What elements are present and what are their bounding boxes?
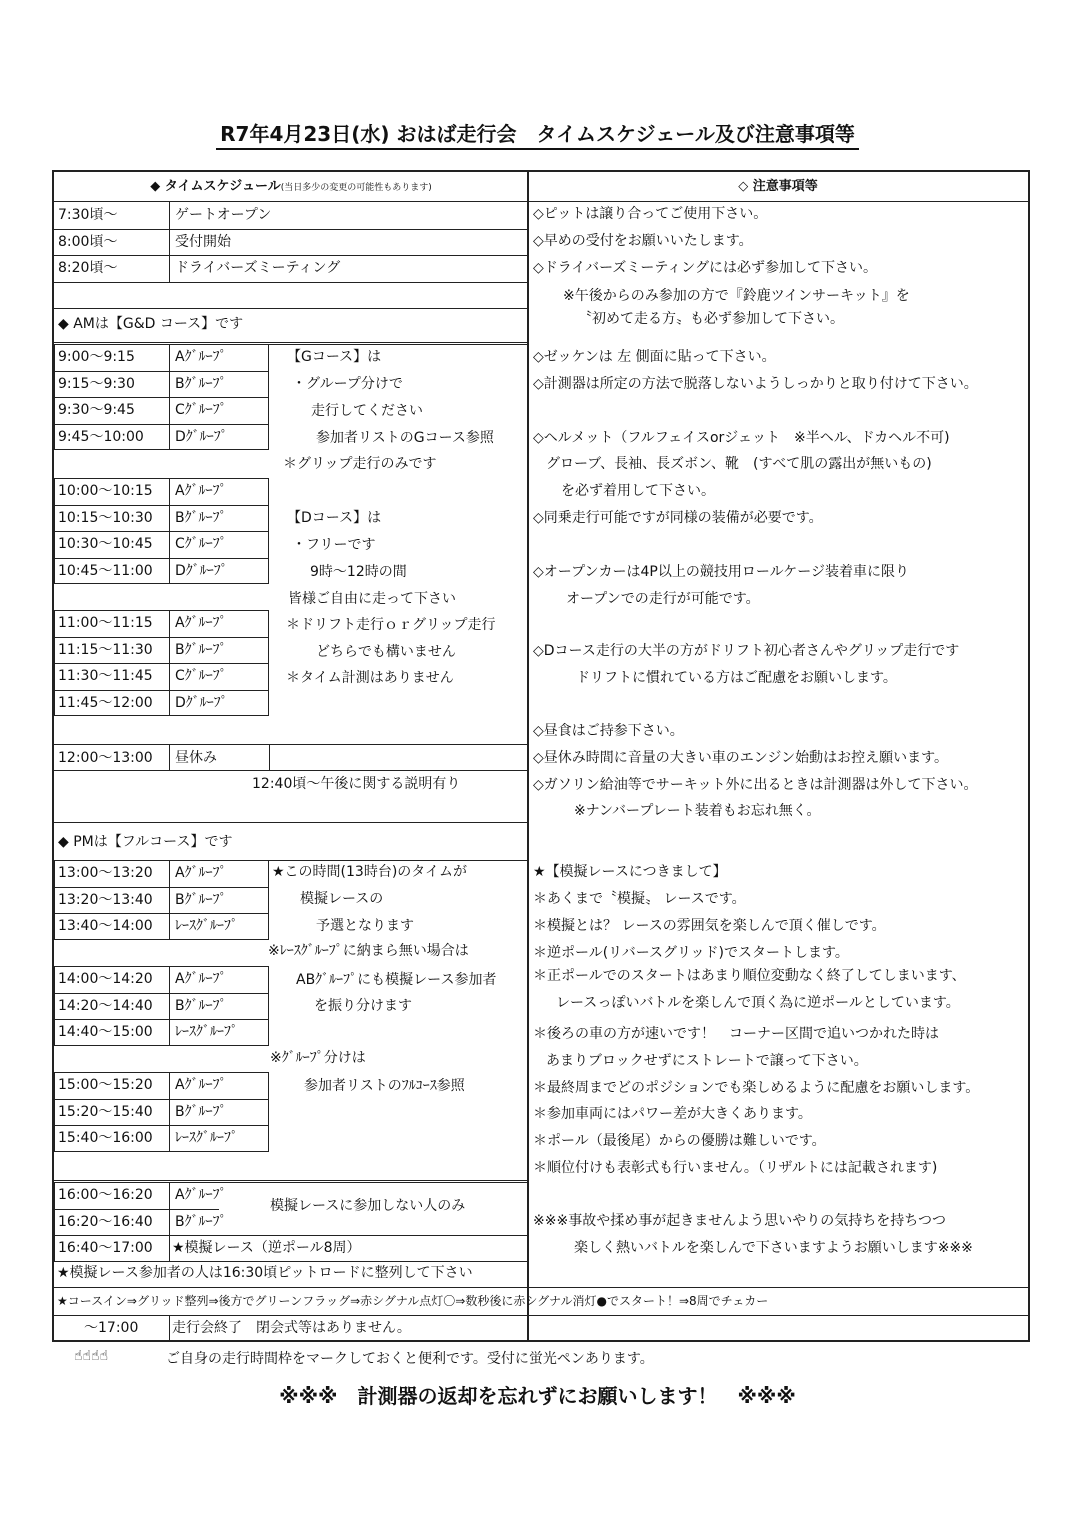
row-divider: [54, 1235, 528, 1236]
schedule-time: 11:00～11:15: [58, 615, 153, 631]
cell-divider: [169, 1182, 170, 1262]
right-note: ◇Dコース走行の大半の方がドリフト初心者さんやグリップ走行です: [533, 643, 960, 659]
schedule-time: 14:40～15:00: [58, 1024, 153, 1041]
schedule-label: ドライバーズミーティング: [175, 260, 341, 277]
g-course-note: 参加者リストのGコース参照: [316, 430, 494, 446]
group-label: Bｸﾞﾙｰﾌﾟ: [175, 1213, 227, 1230]
right-note: ＊最終周までどのポジションでも楽しめるように配慮をお願いします。: [533, 1080, 980, 1096]
schedule-time: 16:20～16:40: [58, 1213, 153, 1230]
row-divider: [54, 1287, 1028, 1288]
pm-note: 参加者リストのﾌﾙｺｰｽ参照: [304, 1078, 465, 1094]
row-divider: [54, 371, 269, 372]
group-label: Cｸﾞﾙｰﾌﾟ: [175, 668, 227, 685]
row-divider: [54, 397, 269, 398]
cell-divider: [169, 478, 170, 584]
right-note: レースっぽいバトルを楽しんで頂く為に逆ポールとしています。: [556, 995, 960, 1011]
schedule-time: 8:00頃～: [58, 233, 118, 250]
schedule-time: 14:20～14:40: [58, 997, 153, 1014]
right-note: ＊模擬とは？ レースの雰囲気を楽しんで頂く催しです。: [533, 918, 886, 934]
d-course-note: ＊タイム計測はありません: [286, 670, 454, 686]
cell-divider: [169, 966, 170, 1046]
race-time: 16:40～17:00: [58, 1240, 153, 1257]
d-course-note: 9時～12時の間: [310, 564, 407, 580]
cell-divider: [169, 860, 170, 940]
end-label: 走行会終了 閉会式等はありません。: [172, 1320, 411, 1336]
schedule-time: 10:15～10:30: [58, 509, 153, 526]
right-note: ◇ゼッケンは 左 側面に貼って下さい。: [533, 349, 776, 365]
right-note: ＊後ろの車の方が速いです！ コーナー区間で追いつかれた時は: [533, 1026, 939, 1042]
right-note: ◇同乗走行可能ですが同様の装備が必要です。: [533, 510, 823, 526]
row-divider: [54, 1209, 219, 1210]
cell-divider: [269, 744, 270, 771]
right-note: グローブ、長袖、長ズボン、靴 (すべて肌の露出が無いもの): [546, 456, 932, 472]
course-flow-note: ★コースイン⇒グリッド整列⇒後方でグリーンフラッグ⇒赤シグナル点灯〇⇒数秒後に赤シグナル消灯●でスタート！⇒8周でチェカー: [57, 1294, 769, 1308]
row-divider: [54, 770, 528, 771]
schedule-label: ゲートオープン: [175, 207, 272, 223]
late-note: 模擬レースに参加しない人のみ: [270, 1198, 466, 1214]
right-note: ＊逆ポール(リバースグリッド)でスタートします。: [533, 945, 849, 961]
row-divider: [54, 1315, 1028, 1316]
right-note: オープンでの走行が可能です。: [566, 591, 760, 607]
right-note: ◇ピットは譲り合ってご使用下さい。: [533, 206, 768, 222]
d-course-note: どちらでも構いません: [316, 644, 456, 660]
g-course-note: ＊グリップ走行のみです: [283, 456, 437, 472]
row-divider: [54, 913, 269, 914]
group-label: Dｸﾞﾙｰﾌﾟ: [175, 428, 228, 445]
right-note: ◇昼食はご持参下さい。: [533, 723, 684, 739]
g-course-note: ・グループ分けで: [292, 376, 403, 392]
row-divider: [54, 342, 528, 343]
footer-icons: ☝☝☝☝: [74, 1348, 109, 1364]
right-note: 楽しく熱いバトルを楽しんで下さいますようお願いします※※※: [574, 1240, 973, 1256]
schedule-time: 9:15～9:30: [58, 375, 135, 392]
schedule-time: 10:00～10:15: [58, 483, 153, 499]
group-label: Aｸﾞﾙｰﾌﾟ: [175, 1077, 227, 1093]
right-note: ◇ヘルメット（フルフェイスorジェット ※半ヘル、ドカヘル不可): [533, 430, 950, 446]
schedule-time: 9:00～9:15: [58, 349, 135, 365]
page-title: R7年4月23日(水) おはば走行会 タイムスケジェール及び注意事項等: [0, 118, 1075, 147]
schedule-time: 11:15～11:30: [58, 641, 153, 658]
right-note: ※午後からのみ参加の方で『鈴鹿ツインサーキット』を: [563, 288, 910, 304]
pm-note: ABｸﾞﾙｰﾌﾟにも模擬レース参加者: [296, 972, 497, 988]
group-label: Aｸﾞﾙｰﾌﾟ: [175, 349, 227, 365]
row-divider: [54, 744, 528, 745]
row-divider: [54, 229, 528, 230]
right-note: ＊参加車両にはパワー差が大きくあります。: [533, 1106, 812, 1122]
schedule-time: 15:20～15:40: [58, 1103, 153, 1120]
schedule-time: 7:30頃～: [58, 207, 118, 223]
schedule-time: 11:30～11:45: [58, 668, 153, 685]
group-label: Bｸﾞﾙｰﾌﾟ: [175, 375, 227, 392]
d-course-note: ＊ドリフト走行ｏｒグリップ走行: [286, 617, 496, 633]
row-divider: [54, 344, 528, 345]
lunch-time: 12:00～13:00: [58, 750, 153, 766]
row-divider: [54, 308, 528, 309]
group-label: ﾚｰｽｸﾞﾙｰﾌﾟ: [175, 1024, 238, 1041]
schedule-time: 13:00～13:20: [58, 865, 153, 881]
pm-note: を振り分けます: [314, 998, 412, 1014]
row-divider: [54, 558, 269, 559]
row-divider: [54, 1099, 269, 1100]
schedule-time: 9:30～9:45: [58, 402, 135, 419]
right-note: 〝初めて走る方〟も必ず参加して下さい。: [578, 311, 844, 327]
group-label: ﾚｰｽｸﾞﾙｰﾌﾟ: [175, 1130, 238, 1147]
schedule-time: 13:20～13:40: [58, 891, 153, 908]
pm-section-title: ◆ PMは【フルコース】です: [58, 834, 233, 850]
schedule-time: 15:00～15:20: [58, 1077, 153, 1093]
cell-divider: [169, 610, 170, 716]
right-note: ★【模擬レースにつきまして】: [533, 864, 727, 880]
group-label: Bｸﾞﾙｰﾌﾟ: [175, 509, 227, 526]
right-note: ドリフトに慣れている方はご配慮をお願いします。: [576, 670, 897, 686]
schedule-time: 10:30～10:45: [58, 536, 153, 553]
footer-note: ご自身の走行時間枠をマークしておくと便利です。受付に蛍光ペンあります。: [166, 1351, 654, 1367]
right-note: ＊正ポールでのスタートはあまり順位変動なく終了してしまいます、: [533, 968, 966, 984]
group-label: Bｸﾞﾙｰﾌﾟ: [175, 1103, 227, 1120]
schedule-time: 16:00～16:20: [58, 1187, 153, 1203]
g-course-note: 走行してください: [311, 403, 423, 419]
group-label: Aｸﾞﾙｰﾌﾟ: [175, 615, 227, 631]
schedule-label: 受付開始: [175, 233, 231, 250]
right-note: を必ず着用して下さい。: [561, 483, 715, 499]
lunch-label: 昼休み: [175, 750, 217, 766]
right-note: ◇オープンカーは4P以上の競技用ロールケージ装着車に限り: [533, 564, 910, 580]
pm-note: ※ﾚｰｽｸﾞﾙｰﾌﾟに納まら無い場合は: [268, 943, 469, 959]
row-divider: [54, 690, 269, 691]
cell-divider: [169, 1072, 170, 1152]
right-note: ※※※事故や揉め事が起きませんよう思いやりの気持ちを持ちつつ: [533, 1213, 947, 1229]
group-label: Aｸﾞﾙｰﾌﾟ: [175, 865, 227, 881]
group-label: Aｸﾞﾙｰﾌﾟ: [175, 1187, 227, 1203]
row-divider: [54, 637, 269, 638]
d-course-note: 皆様ご自由に走って下さい: [288, 591, 456, 607]
d-course-note: 【Dコース】は: [287, 510, 382, 526]
row-divider: [54, 505, 269, 506]
group-label: Bｸﾞﾙｰﾌﾟ: [175, 891, 227, 908]
end-time: ～17:00: [84, 1320, 139, 1336]
row-divider: [54, 887, 269, 888]
group-label: Cｸﾞﾙｰﾌﾟ: [175, 536, 227, 553]
race-label: ★模擬レース（逆ポール8周）: [172, 1240, 361, 1257]
schedule-time: 10:45～11:00: [58, 562, 153, 579]
schedule-time: 15:40～16:00: [58, 1130, 153, 1147]
row-divider: [54, 255, 528, 256]
cell-divider: [169, 1315, 170, 1340]
right-note: ＊順位付けも表彰式も行いません。（リザルトには記載されます): [533, 1160, 938, 1176]
row-divider: [54, 531, 269, 532]
am-section-title: ◆ AMは【G&D コース】です: [58, 316, 244, 332]
right-note: ◇ガソリン給油等でサーキット外に出るときは計測器は外して下さい。: [533, 777, 978, 793]
right-note: ◇昼休み時間に音量の大きい車のエンジン始動はお控え願います。: [533, 750, 948, 766]
bottom-notice: ※※※ 計測器の返却を忘れずにお願いします！ ※※※: [279, 1384, 796, 1408]
race-line-note: ★模擬レース参加者の人は16:30頃ピットロードに整列して下さい: [57, 1265, 473, 1281]
group-label: Cｸﾞﾙｰﾌﾟ: [175, 402, 227, 419]
right-note: ＊あくまで〝模擬〟 レースです。: [533, 891, 746, 907]
pm-note: ※ｸﾞﾙｰﾌﾟ分けは: [270, 1050, 366, 1066]
row-divider: [54, 1019, 269, 1020]
cell-divider: [169, 744, 170, 771]
row-divider: [54, 424, 269, 425]
row-divider: [54, 993, 269, 994]
group-label: Aｸﾞﾙｰﾌﾟ: [175, 483, 227, 499]
schedule-time: 9:45～10:00: [58, 428, 144, 445]
pm-note: 予選となります: [316, 918, 414, 934]
pm-note: 模擬レースの: [300, 891, 384, 907]
row-divider: [54, 663, 269, 664]
left-header: ◆ タイムスケジュール(当日多少の変更の可能性もあります): [54, 172, 528, 202]
group-label: Aｸﾞﾙｰﾌﾟ: [175, 971, 227, 987]
right-note: ◇ドライバーズミーティングには必ず参加して下さい。: [533, 260, 877, 276]
lunch-note: 12:40頃～午後に関する説明有り: [252, 776, 461, 792]
schedule-time: 13:40～14:00: [58, 918, 153, 935]
right-note: ◇計測器は所定の方法で脱落しないようしっかりと取り付けて下さい。: [533, 376, 978, 392]
schedule-time: 11:45～12:00: [58, 694, 153, 711]
schedule-time: 8:20頃～: [58, 260, 118, 277]
right-note: あまりブロックせずにストレートで譲って下さい。: [546, 1053, 868, 1069]
d-course-note: ・フリーです: [292, 537, 376, 553]
right-header: ◇ 注意事項等: [528, 172, 1028, 202]
schedule-time: 14:00～14:20: [58, 971, 153, 987]
g-course-note: 【Gコース】は: [287, 349, 382, 365]
row-divider: [54, 822, 528, 823]
right-note: ＊ポール（最後尾）からの優勝は難しいです。: [533, 1133, 826, 1149]
cell-divider: [169, 344, 170, 450]
row-divider: [54, 282, 528, 283]
group-label: Bｸﾞﾙｰﾌﾟ: [175, 997, 227, 1014]
group-label: Bｸﾞﾙｰﾌﾟ: [175, 641, 227, 658]
group-label: Dｸﾞﾙｰﾌﾟ: [175, 562, 228, 579]
pm-note: ★この時間(13時台)のタイムが: [272, 864, 468, 880]
cell-divider: [169, 202, 170, 282]
row-divider: [54, 1125, 269, 1126]
center-divider: [527, 172, 529, 1340]
group-label: ﾚｰｽｸﾞﾙｰﾌﾟ: [175, 918, 238, 935]
group-label: Dｸﾞﾙｰﾌﾟ: [175, 694, 228, 711]
right-note: ※ナンバープレート装着もお忘れ無く。: [574, 803, 821, 819]
right-note: ◇早めの受付をお願いいたします。: [533, 233, 753, 249]
row-divider: [54, 1180, 528, 1181]
